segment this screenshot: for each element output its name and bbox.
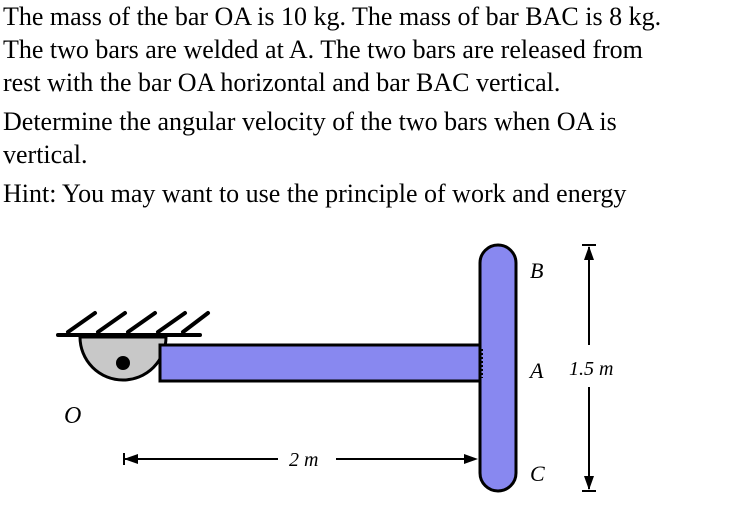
problem-statement — [3, 0, 727, 216]
dimension-BC-label: 1.5 m — [569, 358, 614, 380]
bar-BAC — [480, 245, 516, 491]
hint-paragraph — [3, 177, 727, 210]
mechanism-diagram — [0, 225, 732, 515]
problem-line: Determine the angular velocity of the two bars when OA is — [3, 107, 617, 136]
label-A: A — [530, 358, 544, 383]
dimension-OA-label: 2 m — [289, 449, 319, 471]
mechanism-figure — [0, 225, 732, 515]
pin-O — [116, 356, 130, 370]
problem-paragraph-1 — [3, 0, 727, 99]
label-C: C — [530, 461, 545, 486]
label-O: O — [64, 403, 82, 429]
problem-paragraph-2 — [3, 105, 727, 171]
ground-hatching — [58, 313, 208, 335]
problem-line: rest with the bar OA horizontal and bar BAC vertical. — [3, 68, 561, 97]
problem-line: The mass of the bar OA is 10 kg. The mass of bar BAC is 8 kg. — [3, 2, 662, 31]
problem-line: vertical. — [3, 140, 88, 169]
bar-OA — [160, 345, 484, 381]
hint-text: Hint: You may want to use the principle of work and energy — [3, 179, 627, 208]
problem-line: The two bars are welded at A. The two bars are released from — [3, 35, 643, 64]
label-B: B — [530, 258, 544, 283]
